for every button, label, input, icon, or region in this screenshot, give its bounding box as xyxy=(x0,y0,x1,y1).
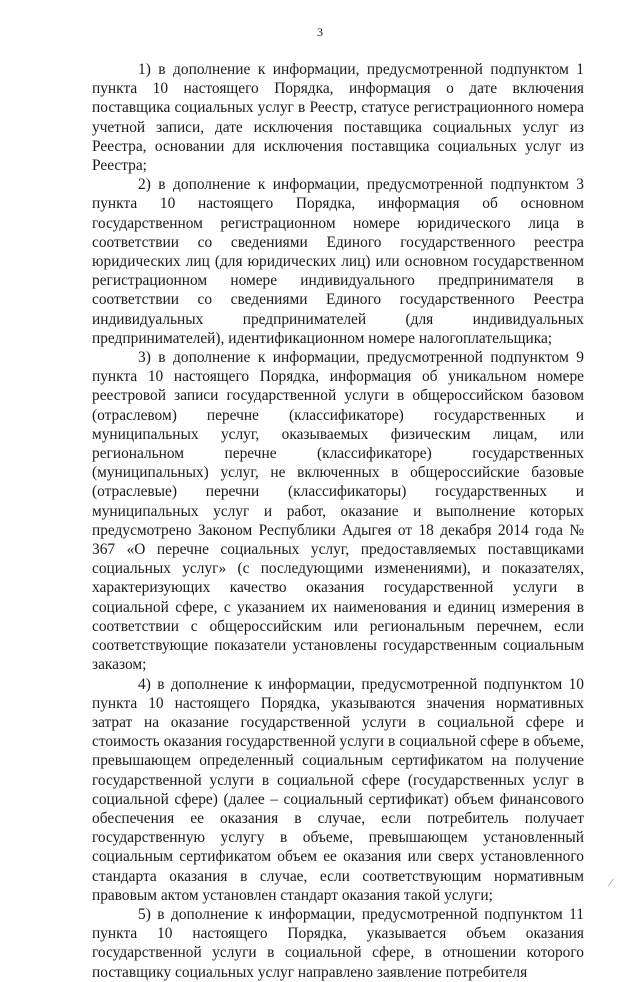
paragraph-1: 1) в дополнение к информации, предусмотренной подпунктом 1 пункта 10 настоящего Порядка, информация о дате включения поставщика социальных услуг в Реестр, статусе регистрационного номера учетной записи, дате исключения поставщика социальных услуг из Реестра, основании для исключения поставщика социальных услуг из Реестра; xyxy=(92,61,584,175)
document-body xyxy=(92,60,584,982)
paragraph-4: 4) в дополнение к информации, предусмотренной подпунктом 10 пункта 10 настоящего Порядка, указываются значения нормативных затрат на оказание государственной услуги в социальной сфере и стоимость оказания государственной услуги в социальной сфере в объеме, превышающем определенный социальным сертификатом на получение государственной услуги в социальной сфере (государственных услуг в социальной сфере) (далее – социальный сертификат) объем финансового обеспечения ее оказания в случае, если потребитель получает государственную услугу в объеме, превышающем установленный социальным сертификатом объем ее оказания или сверх установленного стандарта оказания в случае, если соответствующим нормативным правовым актом установлен стандарт оказания такой услуги; xyxy=(92,675,584,904)
scan-mark: ⁄ xyxy=(610,878,612,889)
paragraph-5: 5) в дополнение к информации, предусмотренной подпунктом 11 пункта 10 настоящего Порядка, указывается объем оказания государственной услуги в социальной сфере, в отношении которого поставщику социальных услуг направлено заявление потребителя xyxy=(92,905,584,981)
paragraph-2: 2) в дополнение к информации, предусмотренной подпунктом 3 пункта 10 настоящего Порядка, информация об основном государственном регистрационном номере юридического лица в соответствии со сведениями Единого государственного реестра юридических лиц (для юридических лиц) или основном государственном регистрационном номере индивидуального предпринимателя в соответствии со сведениями Единого государственного Реестра индивидуальных предпринимателей (для индивидуальных предпринимателей), идентификационном номере налогоплательщика; xyxy=(92,176,584,347)
paragraph-3: 3) в дополнение к информации, предусмотренной подпунктом 9 пункта 10 настоящего Порядка, информация об уникальном номере реестровой записи государственной услуги в общероссийском базовом (отраслевом) перечне (классификаторе) государственных и муниципальных услуг, оказываемых физическим лицам, или региональном перечне (классификаторе) государственных (муниципальных) услуг, не включенных в общероссийские базовые (отраслевые) перечни (классификаторы) государственных и муниципальных услуг и работ, оказание и выполнение которых предусмотрено Законом Республики Адыгея от 18 декабря 2014 года № 367 «О перечне социальных услуг, предоставляемых поставщиками социальных услуг» (с последующими изменениями), и показателях, характеризующих качество оказания государственной услуги в социальной сфере, с указанием их наименования и единиц измерения в соответствии с общероссийским или региональным перечнем, если соответствующие показатели установлены государственным социальным заказом; xyxy=(92,349,584,674)
page-number: 3 xyxy=(317,25,323,39)
